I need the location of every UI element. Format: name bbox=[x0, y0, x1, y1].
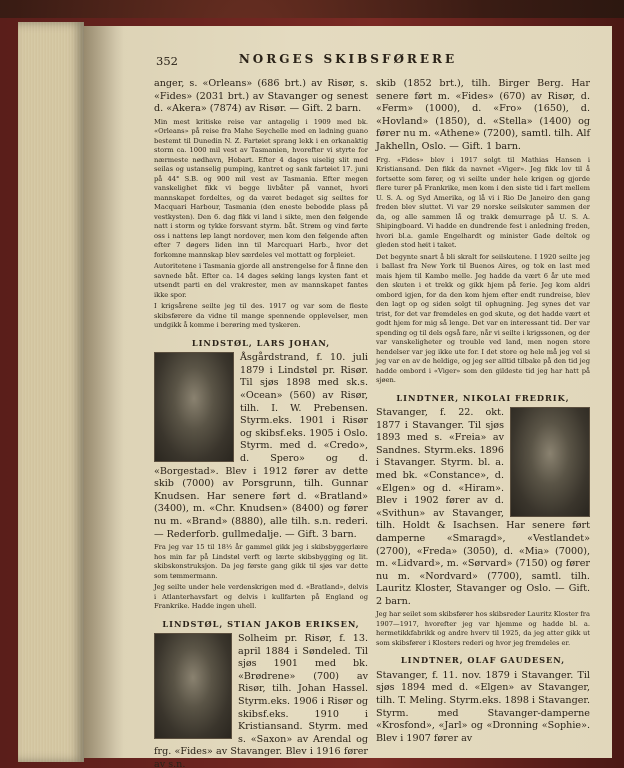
entry-paragraph: Jeg har seilet som skibsfører hos skibsreder Lauritz Kloster fra 1907—1917, hvorefter jeg var hjemme og hadde bl. a. hermetikkfabrikk og andre hverv til 1925, da jeg atter gikk ut som skibsfører i Klosters rederi og hvor jeg fremdeles er. bbox=[376, 610, 590, 647]
left-paragraph: Autoritetene i Tasmania gjorde all anstrengelse for å finne den savnede båt. Efter ca. 14 dages søking langs kysten fant et utsendt parti en del vrakrester, men av mannskapet fantes ikke spor. bbox=[154, 262, 368, 299]
entry-heading-lindtner-nikolai: LINDTNER, NIKOLAI FREDRIK, bbox=[396, 392, 570, 403]
left-paragraph: I krigsårene seilte jeg til des. 1917 og var som de fleste skibsførere da vidne til mange spennende opplevelser, men undgikk å komme i berøring med tyskeren. bbox=[154, 302, 368, 330]
portrait-lindtner-nikolai bbox=[510, 407, 590, 517]
book-page bbox=[84, 26, 612, 768]
entry-text-lindtner-olaf: Stavanger, f. 11. nov. 1879 i Stavanger. Til sjøs 1894 med d. «Elgen» av Stavanger, tilh. T. Meling. Styrm.eks. 1898 i Stavanger. Styrm. med Stavanger-damperne «Krosfond», «Jarl» og «Dronning «Sophie». Blev i 1907 fører av bbox=[376, 669, 590, 744]
left-intro-text: anger, s. «Orleans» (686 brt.) av Risør, s. «Fides» (2031 brt.) av Stavanger og senest d. «Akera» (7874) av Risør. — Gift. 2 barn. bbox=[154, 78, 368, 115]
portrait-lindstol-lars bbox=[154, 352, 234, 462]
left-paragraph: Min mest kritiske reise var antagelig i 1909 med bk. «Orleans» på reise fra Mahe Seychelle med en ladning guano bestemt til Dunedin N. Z. Fartøiet sprang lekk i en orkanaktig storm ca. 1000 mil vest av Tasmanien, hvorefter vi styrte for nærmeste nødhavn, Hobart. Efter 4 dages uiselig slit med seilas og ustanselig pumping, kantret og sank fartøiet 17. juni på 44° S.B. og 900 mil vest av Tasmania. Efter megen vanskelighet fikk vi begge livbåter på vannet, hvori mannskapet fordeltes, og da været bedaget sig seiltes for Macquari Harbour, Tasmania (den eneste bebodde plass på vestkysten). Den 6. dag fikk vi land i sikte, men den følgende natt i storm og tykke forsvant styrm. båt. Strøm og vind førte oss i nattens løp langt nordover, men kom den følgende aften efter 7 døgers liden inn til Marcquari Harb., hvor det forkomne mannskap blev særdeles vel mottatt og forpleiet. bbox=[154, 117, 368, 259]
entry-heading-lindstol-stian: LINDSTØL, STIAN JAKOB ERIKSEN, bbox=[162, 618, 360, 629]
right-paragraph: Det begynte snart å bli skralt for seilskutene. I 1920 seilte jeg i ballast fra New York til Buenos Aires, og tok en last med mais hjem til Kambo melle. Jeg hadde da vært 6 år ute med den skuten i et trekk og gikk hjem på ferie. Jeg kom aldri ombord igjen, for da den kom hjem efter endt rundreise, blev den lagt op og siden solgt til ophugning. Jeg synes det var trist, for det var fremdeles en god skute, og det hadde vært et godt hjem for mig så lenge. Det var en interessant tid. Der var spending og til dels også fare, når vi seilte i krigssonen, og der var vanskeligheter og trouble ved land, men nogen store hendelser var jeg ikke ute for. I det store og hele må jeg vel si jeg var en av de heldige, og jeg ser alltid tilbake på den tid jeg hadde ombord i «Viger» som den gildeste tid jeg har hatt på sjøen. bbox=[376, 252, 590, 385]
right-column bbox=[376, 78, 590, 747]
page-gutter-shadow bbox=[84, 26, 124, 758]
entry-text-lindstol-lars: Åsgårdstrand, f. 10. juli 1879 i Lindstøl pr. Risør. Til sjøs 1898 med sk.s. «Ocean» (560) av Risør, tilh. I. W. Prebensen. Styrm.eks. 1901 i Risør og skibsf.eks. 1905 i Oslo. Styrm. med d. «Credo», d. Spero» og d. «Borgestad». Blev i 1912 fører av dette skib (7000) av Porsgrunn, tilh. Gunnar Knudsen. Har senere ført d. «Bratland» (3400), m. «Chr. Knudsen» (8400) og fører nu m. «Brand» (8880), alle tilh. s.n. rederi. — Rederforb. gullmedalje. — Gift. 3 barn. bbox=[154, 352, 368, 540]
entry-heading-lindtner-olaf: LINDTNER, OLAF GAUDESEN, bbox=[400, 655, 566, 666]
entry-paragraph: Jeg seilte under hele verdenskrigen med d. «Bratland», delvis i Atlanterhavsfart og delvis i kullfarten på England og Frankrike. Hadde ingen uhell. bbox=[154, 583, 368, 611]
running-title: NORGES SKIBSFØRERE bbox=[238, 52, 458, 66]
page-number: 352 bbox=[156, 54, 178, 68]
page-edges bbox=[18, 22, 84, 762]
entry-heading-lindstol-lars: LINDSTØL, LARS JOHAN, bbox=[191, 337, 331, 348]
right-paragraph: Frg. «Fides» blev i 1917 solgt til Mathias Hansen i Kristiansand. Den fikk da navnet «Viger». Jeg fikk lov til å fortsette som fører, og vi seilte under hele krigen og gjorde flere turer på Frankrike, men kom i den siste tid i fart mellem U. S. A. og Syd Amerika, og lå vi i Rio De Janeiro den gang freden blev sluttet. Vi var 29 norske seilskuter sammen der da, og alle sammen lå og trakk demurrage på U. S. A. Shipingboard. Vi hadde en dundrende fest i anledning freden, hvori bl.a. gamle Engelhardt og minister Gade deltok og gleden stod høit i taket. bbox=[376, 155, 590, 250]
portrait-lindstol-stian bbox=[154, 633, 232, 739]
entry-paragraph: Fra jeg var 15 til 18½ år gammel gikk jeg i skibsbyggerlære hos min far på Lindstøl verft og lærte skibsbygging og lit. skibskonstruksjon. Da jeg første gang gikk til sjøs var dette som tømmermann. bbox=[154, 543, 368, 580]
left-column bbox=[154, 78, 368, 768]
right-intro-text: skib (1852 brt.), tilh. Birger Berg. Har senere ført m. «Fides» (670) av Risør, d. «Ferm» (1000), d. «Fro» (1650), d. «Hovland» (1850), d. «Stella» (1400) og fører nu m. «Athene» (7200), samtl. tilh. Alf Jakhelln, Oslo. — Gift. 1 barn. bbox=[376, 78, 590, 152]
entry-text-lindtner-nikolai: Stavanger, f. 22. okt. 1877 i Stavanger. Til sjøs 1893 med s. «Freia» av Sandnes. Styrm.eks. 1896 i Stavanger. Styrm. bl. a. med bk. «Constance», d. «Elgen» og d. «Hiram». Blev i 1902 fører av d. «Svithun» av Stavanger, tilh. Holdt & Isachsen. Har senere ført damperne «Smaragd», «Vestlandet» (2700), «Freda» (3050), d. «Mia» (7000), m. «Lidvard», m. «Sørvard» (7150) og fører nu m. «Nordvard» (7700), samtl. tilh. Lauritz Kloster, Stavanger og Oslo. — Gift. 2 barn. bbox=[376, 406, 590, 607]
entry-text-lindstol-stian: Solheim pr. Risør, f. 13. april 1884 i Søndeled. Til sjøs 1901 med bk. «Brødrene» (700) av Risør, tilh. Johan Hassel. Styrm.eks. 1906 i Risør og skibsf.eks. 1910 i Kristiansand. Styrm. med s. «Saxon» av Arendal og frg. «Fides» av Stavanger. Blev i 1916 fører av s.n. bbox=[154, 633, 368, 768]
